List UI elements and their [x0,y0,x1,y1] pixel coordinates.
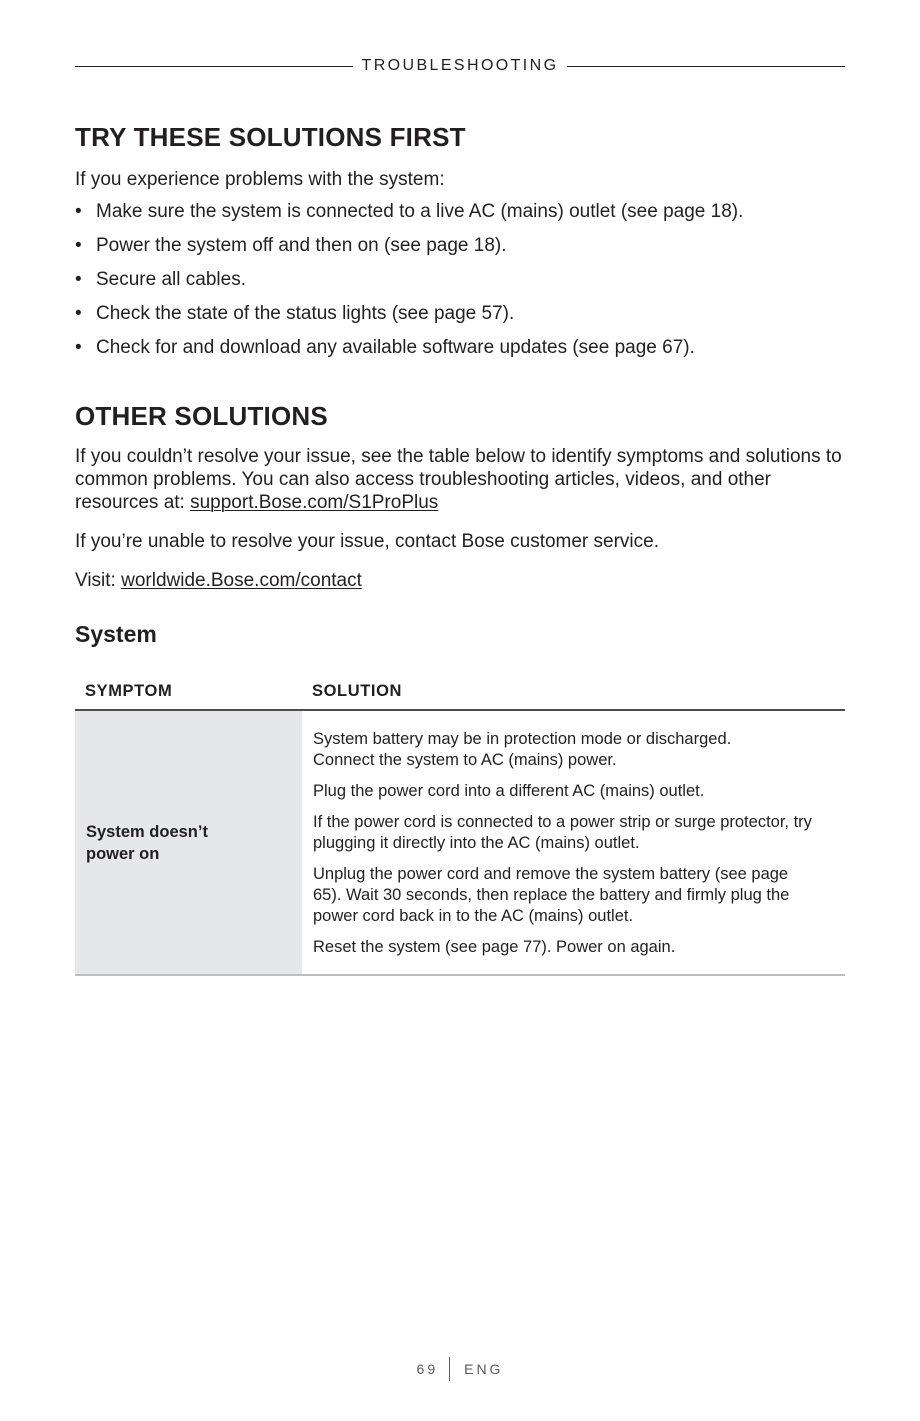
bullet-icon: • [75,303,82,324]
heading-try-these-solutions-first: TRY THESE SOLUTIONS FIRST [75,122,466,152]
list-item [75,336,743,370]
other-solutions-text: If you couldn’t resolve your issue, see the table below to identify symptoms and solutions to common problems. You can also access troubleshooting articles, videos, and other resources at: [75,446,842,513]
bullet-icon: • [75,235,82,256]
bullet-icon: • [75,337,82,358]
solution-item: If the power cord is connected to a power strip or surge protector, try plugging it directly into the AC (mains) outlet. [313,813,812,852]
bullet-icon: • [75,269,82,290]
list-item-text: Power the system off and then on (see page 18). [96,235,507,256]
running-head-label: TROUBLESHOOTING [361,57,559,74]
first-solutions-list [75,200,743,370]
solution-item: System battery may be in protection mode or discharged. Connect the system to AC (mains) power. [313,730,732,769]
heading-other-solutions: OTHER SOLUTIONS [75,401,328,431]
page-number: 69 [416,1361,439,1377]
bullet-icon: • [75,201,82,222]
list-item-text: Check for and download any available software updates (see page 67). [96,337,695,358]
other-solutions-paragraph [75,445,845,514]
running-head-rule-right [567,66,845,67]
list-item-text: Check the state of the status lights (see page 57). [96,303,515,324]
list-item [75,234,743,268]
table-row [75,711,845,976]
intro-text: If you experience problems with the system: [75,169,445,190]
list-item [75,268,743,302]
solution-item: Reset the system (see page 77). Power on again. [313,938,676,956]
visit-paragraph [75,569,845,592]
contact-paragraph: If you’re unable to resolve your issue, contact Bose customer service. [75,531,659,552]
footer-divider [449,1357,450,1381]
heading-system: System [75,621,157,647]
solution-cell [302,711,845,974]
running-head-rule-left [75,66,353,67]
visit-label: Visit: [75,570,122,591]
language-code: ENG [464,1361,504,1377]
support-link[interactable]: support.Bose.com/S1ProPlus [190,492,439,513]
solution-item: Unplug the power cord and remove the system battery (see page 65). Wait 30 seconds, then replace the battery and firmly plug the power cord back in to the AC (mains) outlet. [313,865,790,925]
list-item-text: Make sure the system is connected to a live AC (mains) outlet (see page 18). [96,201,744,222]
page-footer [0,1357,920,1381]
list-item-text: Secure all cables. [96,269,246,290]
solution-item: Plug the power cord into a different AC (mains) outlet. [313,782,705,800]
table-header [75,680,845,711]
list-item [75,302,743,336]
contact-link[interactable]: worldwide.Bose.com/contact [121,570,362,591]
troubleshooting-table [75,680,845,976]
symptom-cell [75,711,302,974]
symptom-text: System doesn’t power on [86,822,208,863]
column-header-solution: SOLUTION [312,682,403,700]
column-header-symptom: SYMPTOM [85,682,173,700]
running-head [75,55,845,77]
list-item [75,200,743,234]
